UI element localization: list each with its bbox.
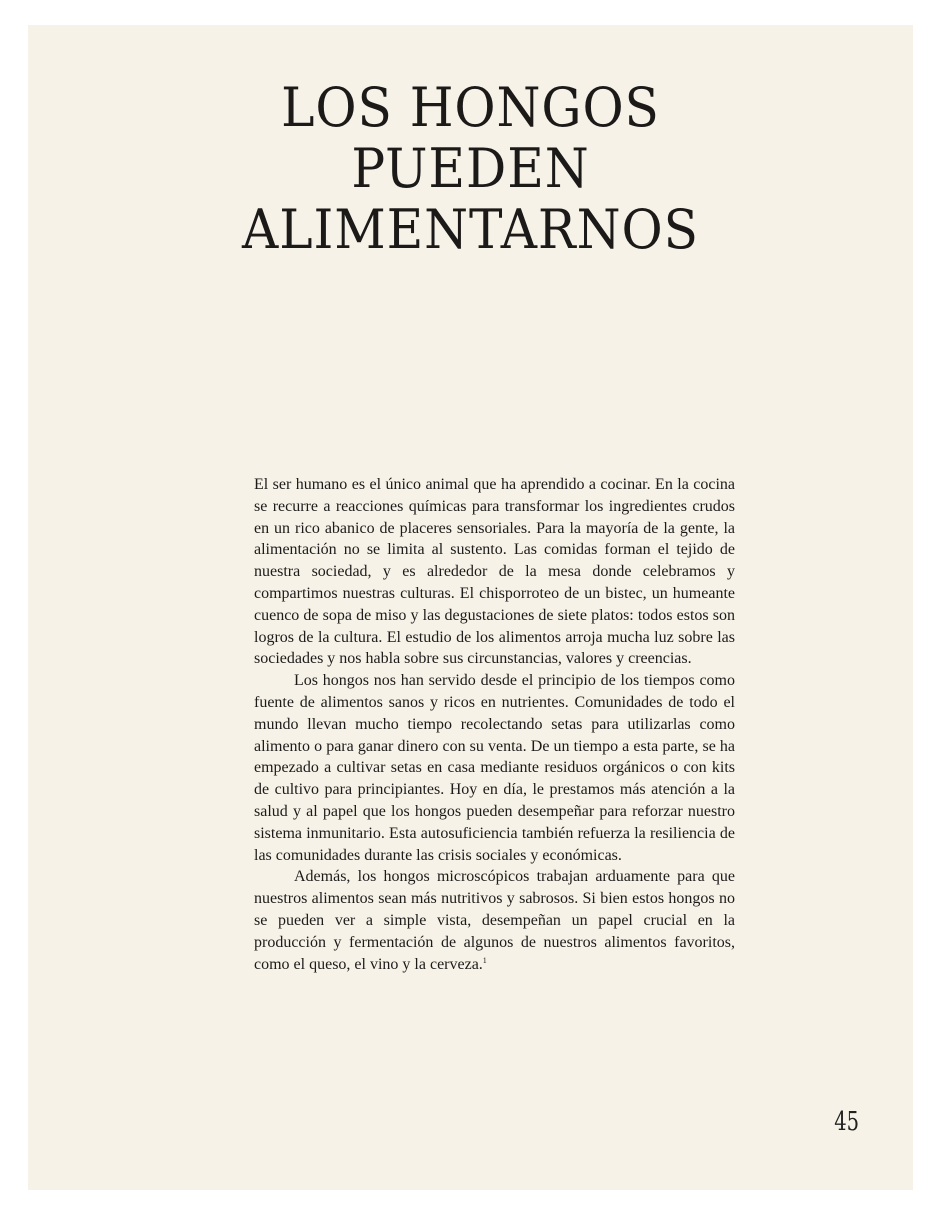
paragraph-1: El ser humano es el único animal que ha aprendido a cocinar. En la cocina se recurre a reacciones químicas para transformar los ingredientes crudos en un rico abanico de placeres sensoriales. Para la mayoría de la gente, la alimentación no se limita al sustento. Las comidas forman el tejido de nuestra sociedad, y es alrededor de la mesa donde celebramos y compartimos nuestras culturas. El chisporroteo de un bistec, un humeante cuenco de sopa de miso y las degustaciones de siete platos: todos estos son logros de la cultura. El estudio de los alimentos arroja mucha luz sobre las sociedades y nos habla sobre sus circunstancias, valores y creencias. bbox=[254, 476, 735, 668]
title-line-1: LOS HONGOS bbox=[281, 76, 660, 139]
paragraph-3 bbox=[254, 866, 735, 975]
body-text bbox=[254, 474, 735, 975]
paragraph-2: Los hongos nos han servido desde el principio de los tiempos como fuente de alimentos sanos y ricos en nutrientes. Comunidades de todo el mundo llevan mucho tiempo recolectando setas para utilizarlas como alimento o para ganar dinero con su venta. De un tiempo a esta parte, se ha empezado a cultivar setas en casa mediante residuos orgánicos o con kits de cultivo para principiantes. Hoy en día, le prestamos más atención a la salud y al papel que los hongos pueden desempeñar para reforzar nuestro sistema inmunitario. Esta autosuficiencia también refuerza la resiliencia de las comunidades durante las crisis sociales y económicas. bbox=[254, 672, 735, 864]
title-line-3: ALIMENTARNOS bbox=[241, 198, 699, 261]
chapter-title bbox=[59, 77, 882, 260]
page-number: 45 bbox=[834, 1107, 859, 1137]
paragraph-3-text: Además, los hongos microscópicos trabajan arduamente para que nuestros alimentos sean más nutritivos y sabrosos. Si bien estos hongos no se pueden ver a simple vista, desempeñan un papel crucial en la producción y fermentación de algunos de nuestros alimentos favoritos, como el queso, el vino y la cerveza. bbox=[254, 868, 735, 973]
title-line-2: PUEDEN bbox=[351, 137, 590, 200]
book-page bbox=[28, 25, 913, 1190]
footnote-marker[interactable]: 1 bbox=[482, 955, 487, 965]
